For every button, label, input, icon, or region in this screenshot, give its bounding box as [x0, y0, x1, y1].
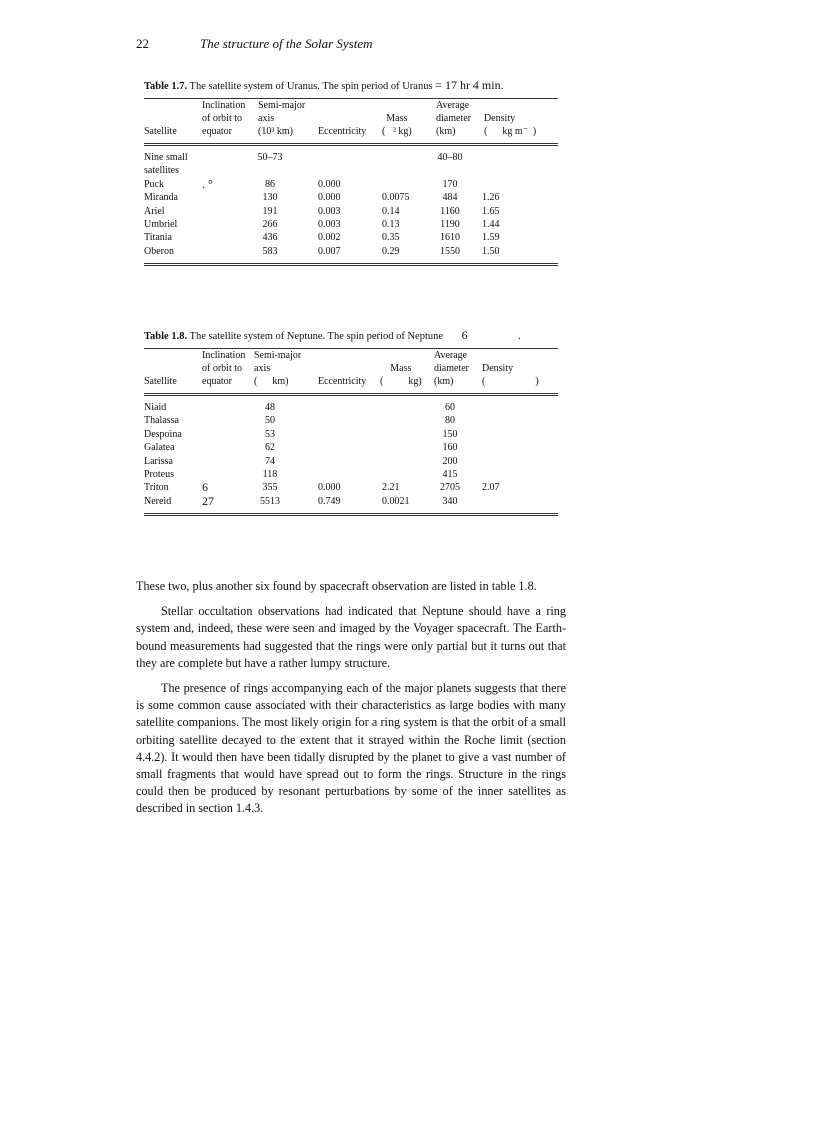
table-1-7 — [144, 78, 558, 266]
cell-diameter: 2705 — [440, 482, 460, 494]
table-row — [144, 441, 558, 454]
cell-satellite: Nine small — [144, 152, 188, 163]
cell-diameter: 200 — [442, 455, 458, 467]
cell-eccentricity: 0.007 — [318, 245, 341, 257]
cell-diameter: 415 — [442, 468, 458, 480]
cell-density: 1.26 — [482, 192, 500, 204]
cell-eccentricity: 0.003 — [318, 218, 341, 230]
table-row — [144, 468, 558, 481]
cell-satellite: Galatea — [144, 442, 175, 454]
caption-end: . — [518, 331, 521, 342]
table-row — [144, 218, 558, 231]
col-eccentricity: Eccentricity — [318, 376, 367, 387]
col-density: Density ( ) — [482, 363, 539, 387]
cell-axis: 74 — [265, 455, 275, 467]
col-axis: Semi-major axis (10³ km) — [258, 100, 306, 137]
paragraph: Stellar occultation observations had indicated that Neptune should have a ring system and, indeed, these were seen and imaged by the Voyager spacecraft. The Earth-bound measurements had suggested that the rings were only partial but it turns out that they are complete but have a rather lumpy structure. — [136, 604, 566, 670]
cell-eccentricity: 0.000 — [318, 482, 341, 494]
table-body — [144, 146, 558, 263]
col-diameter: Average diameter (km) — [436, 100, 471, 137]
table-caption — [144, 328, 558, 343]
cell-density: 1.44 — [482, 218, 500, 230]
cell-axis: 583 — [262, 245, 278, 257]
cell-diameter: 1610 — [440, 232, 460, 244]
cell-density: 1.59 — [482, 232, 500, 244]
cell-mass: 0.29 — [382, 245, 400, 257]
cell-mass: 0.35 — [382, 232, 400, 244]
cell-diameter: 160 — [442, 442, 458, 454]
cell-density: 2.07 — [482, 482, 500, 494]
cell-axis: 355 — [262, 482, 278, 494]
cell-satellite: Oberon — [144, 245, 174, 257]
col-density: Density ( kg m⁻ ) — [484, 113, 537, 137]
cell-mass: 2.21 — [382, 482, 400, 494]
cell-satellite: Thalassa — [144, 415, 179, 427]
cell-inclination: 27 — [202, 493, 214, 508]
cell-eccentricity: 0.003 — [318, 205, 341, 217]
table-row — [144, 414, 558, 427]
cell-inclination: 6 — [202, 480, 208, 495]
cell-satellite: Puck — [144, 178, 164, 190]
table-caption — [144, 78, 558, 93]
table-row — [144, 455, 558, 468]
cell-eccentricity: 0.749 — [318, 495, 341, 507]
cell-density: 1.50 — [482, 245, 500, 257]
table-row — [144, 231, 558, 244]
cell-diameter: 150 — [442, 428, 458, 440]
cell-satellite: Niaid — [144, 402, 167, 413]
col-eccentricity: Eccentricity — [318, 126, 367, 137]
page-header — [136, 36, 576, 54]
caption-value: 6 — [461, 328, 468, 342]
cell-inclination: . ° — [202, 176, 213, 191]
cell-axis: 118 — [262, 468, 278, 480]
cell-density: 1.65 — [482, 205, 500, 217]
col-satellite: Satellite — [144, 126, 177, 137]
table-row — [144, 401, 558, 414]
cell-satellite: Larissa — [144, 455, 173, 467]
col-satellite: Satellite — [144, 376, 177, 387]
paragraph: The presence of rings accompanying each of the major planets suggests that there is some common cause associated with their characteristics as large bodies with many satellite companions. The most likely origin for a ring system is that the orbit of a small orbiting satellite decayed to the extent that it strayed within the Roche limit (section 4.4.2). It would then have been tidally disrupted by the planet to give a vast number of small fragments that would have spread out to form the rings. Structure in the rings could then be produced by resonant perturbations by some of the inner satellites as described in section 1.4.3. — [136, 681, 566, 816]
page-number: 22 — [136, 36, 149, 51]
cell-diameter: 170 — [442, 178, 458, 190]
table-row — [144, 495, 558, 508]
cell-diameter: 60 — [445, 402, 455, 413]
table-body — [144, 396, 558, 513]
cell-axis: 50 — [265, 415, 275, 427]
cell-axis: 48 — [265, 402, 275, 413]
bottom-rule — [144, 513, 558, 516]
cell-eccentricity: 0.002 — [318, 232, 341, 244]
cell-axis: 130 — [262, 192, 278, 204]
caption-text: The satellite system of Neptune. The spin period of Neptune — [189, 331, 444, 342]
cell-axis: 86 — [265, 178, 275, 190]
caption-text: The satellite system of Uranus. The spin period of Uranus — [189, 81, 433, 92]
table-header — [144, 349, 558, 393]
cell-satellite: Despoina — [144, 428, 182, 440]
table-row — [144, 191, 558, 204]
table-row — [144, 428, 558, 441]
cell-diameter: 80 — [445, 415, 455, 427]
cell-satellite: Titania — [144, 232, 172, 244]
col-inclination: Inclination of orbit to equator — [202, 100, 246, 137]
cell-diameter: 1550 — [440, 245, 460, 257]
cell-diameter: 1190 — [440, 218, 460, 230]
table-row — [144, 245, 558, 258]
cell-diameter: 484 — [442, 192, 458, 204]
cell-diameter: 1160 — [440, 205, 460, 217]
caption-label: Table 1.8. — [144, 331, 188, 342]
table-header — [144, 99, 558, 143]
cell-satellite: Miranda — [144, 192, 178, 204]
cell-mass: 0.14 — [382, 205, 400, 217]
cell-diameter: 40–80 — [437, 152, 463, 163]
cell-axis: 53 — [265, 428, 275, 440]
running-head: The structure of the Solar System — [200, 36, 373, 51]
cell-diameter: 340 — [442, 495, 458, 507]
cell-satellite: Ariel — [144, 205, 165, 217]
cell-axis: 266 — [262, 218, 278, 230]
cell-axis: 5513 — [260, 495, 280, 507]
table-row — [144, 178, 558, 191]
col-axis: Semi-major axis ( km) — [254, 350, 302, 387]
cell-satellite: satellites — [144, 165, 179, 177]
table-row — [144, 151, 558, 164]
cell-axis: 191 — [262, 205, 278, 217]
cell-axis: 436 — [262, 232, 278, 244]
cell-eccentricity: 0.000 — [318, 192, 341, 204]
cell-satellite: Umbriel — [144, 218, 178, 230]
col-mass: Mass ( kg) — [380, 363, 422, 387]
body-text — [136, 578, 566, 826]
table-row — [144, 481, 558, 494]
caption-label: Table 1.7. — [144, 81, 188, 92]
table-1-8 — [144, 328, 558, 516]
table-row — [144, 205, 558, 218]
cell-eccentricity: 0.000 — [318, 178, 341, 190]
table-row — [144, 164, 558, 177]
bottom-rule — [144, 263, 558, 266]
caption-value: = 17 hr 4 min. — [435, 78, 504, 92]
col-mass: Mass ( ² kg) — [382, 113, 412, 137]
cell-axis: 62 — [265, 442, 275, 454]
paragraph: These two, plus another six found by spacecraft observation are listed in table 1.8. — [136, 579, 537, 593]
cell-mass: 0.13 — [382, 218, 400, 230]
cell-satellite: Proteus — [144, 468, 174, 480]
cell-satellite: Triton — [144, 482, 169, 494]
cell-axis: 50–73 — [257, 152, 283, 163]
col-diameter: Average diameter (km) — [434, 350, 469, 387]
cell-mass: 0.0021 — [382, 495, 410, 507]
col-inclination: Inclination of orbit to equator — [202, 350, 246, 387]
cell-satellite: Nereid — [144, 495, 172, 507]
cell-mass: 0.0075 — [382, 192, 410, 204]
